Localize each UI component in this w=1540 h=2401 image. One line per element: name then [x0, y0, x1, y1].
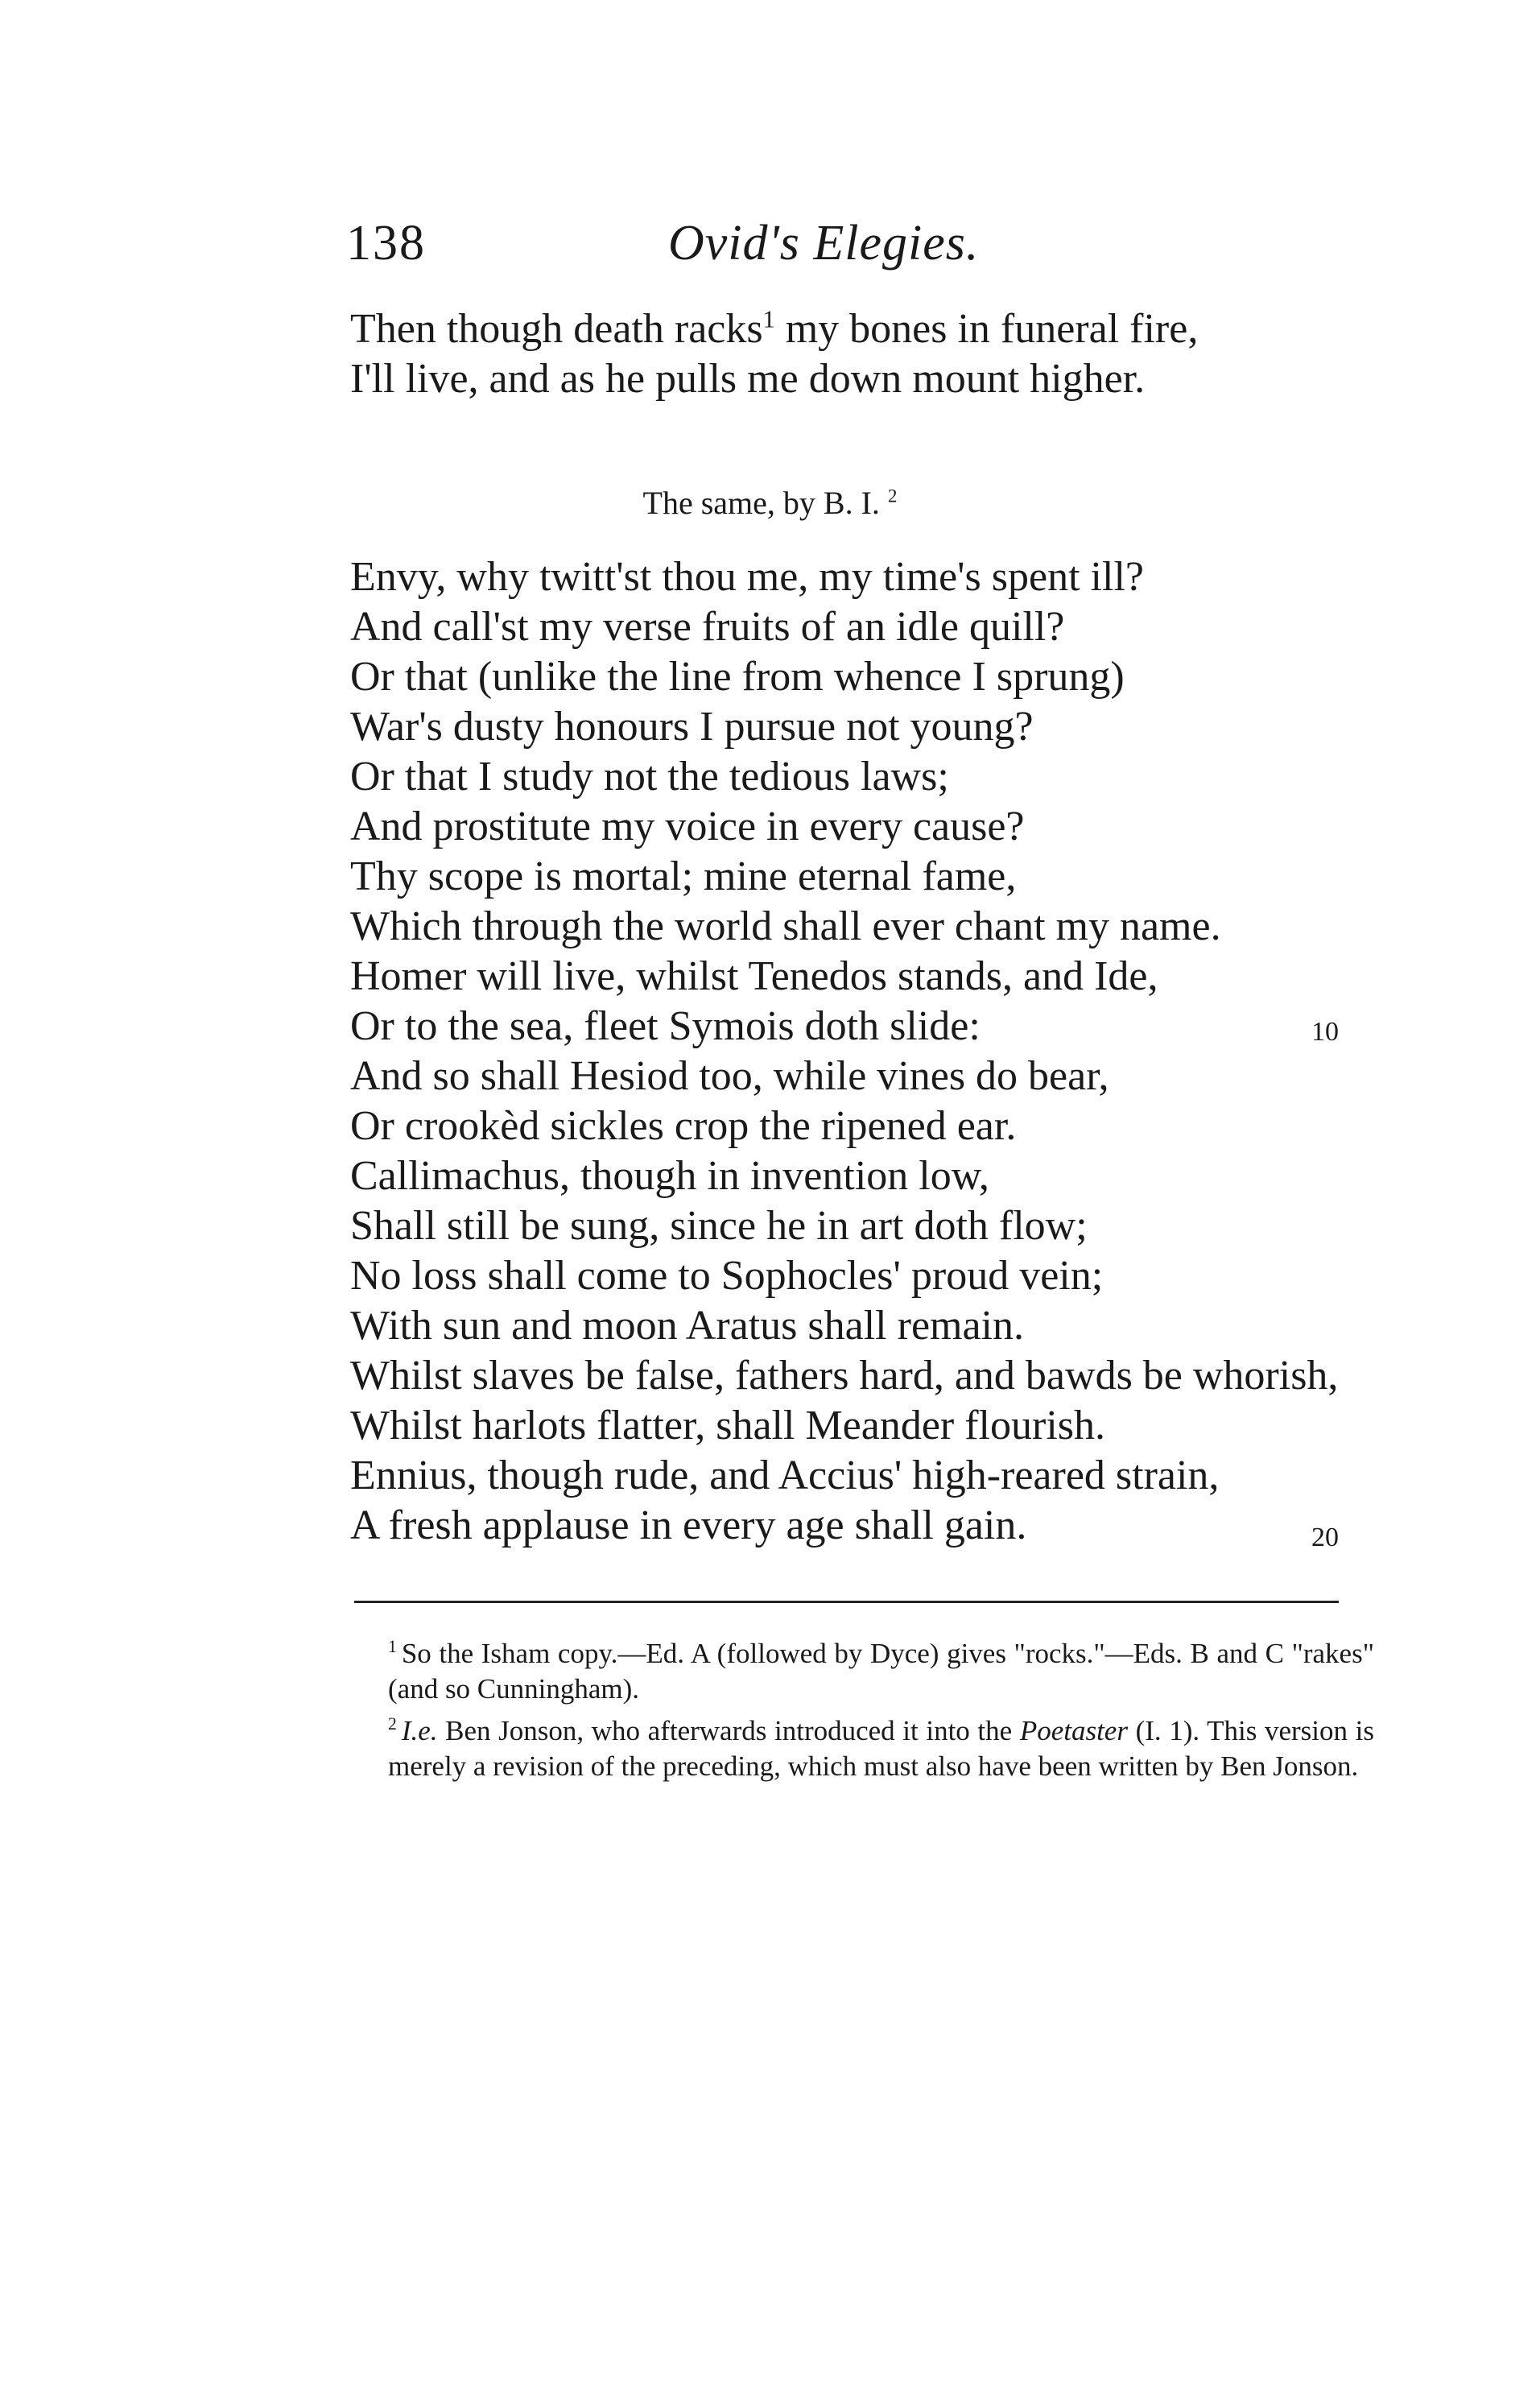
- verse-line: And prostitute my voice in every cause?: [350, 804, 1025, 849]
- footnote-marker: 2: [388, 1714, 397, 1734]
- running-title: Ovid's Elegies.: [668, 216, 980, 271]
- verse-line: Envy, why twitt'st thou me, my time's spent ill?: [350, 554, 1144, 600]
- verse-line: Thy scope is mortal; mine eternal fame,: [350, 853, 1017, 899]
- verse-line: And so shall Hesiod too, while vines do bear,: [350, 1053, 1109, 1099]
- verse-line: With sun and moon Aratus shall remain.: [350, 1303, 1025, 1349]
- footnote-2: $^2$ I.e. Ben Jonson, who afterwards introduced it into the Poetaster (I. 1). This version is merely a revision of the preceding, which must also have been written by Ben Jonson.: [388, 1714, 1374, 1782]
- verse-line: A fresh applause in every age shall gain.: [350, 1502, 1027, 1548]
- section-heading: The same, by B. I. $^2$: [642, 485, 898, 521]
- continuation-line: I'll live, and as he pulls me down mount higher.: [350, 356, 1146, 402]
- verse-line: Which through the world shall ever chant my name.: [350, 903, 1221, 949]
- verse-line: Or crookèd sickles crop the ripened ear.: [350, 1103, 1017, 1149]
- verse-line: Whilst slaves be false, fathers hard, and bawds be whorish,: [350, 1353, 1339, 1399]
- verse-line: Callimachus, though in invention low,: [350, 1153, 989, 1199]
- footnote-ref-2: 2: [887, 486, 898, 507]
- continuation-line: Then though death racks$^1$ my bones in funeral fire,: [350, 305, 1199, 352]
- footnote-marker: 1: [388, 1637, 397, 1657]
- line-number: 20: [1311, 1523, 1339, 1552]
- running-head: [346, 211, 1393, 275]
- verse-line: Or that I study not the tedious laws;: [350, 754, 949, 800]
- verse-line: Ennius, though rude, and Accius' high-reared strain,: [350, 1453, 1220, 1498]
- page-number: 138: [346, 216, 426, 271]
- line-number: 10: [1311, 1017, 1339, 1047]
- verse-line: Or that (unlike the line from whence I sprung): [350, 654, 1125, 700]
- verse-line: War's dusty honours I pursue not young?: [350, 704, 1034, 750]
- verse-line: No loss shall come to Sophocles' proud vein;: [350, 1253, 1104, 1299]
- verse-line: Whilst harlots flatter, shall Meander flourish.: [350, 1403, 1106, 1448]
- verse-line: Or to the sea, fleet Symois doth slide:: [350, 1003, 981, 1049]
- verse-line: And call'st my verse fruits of an idle quill?: [350, 604, 1065, 650]
- footnote-rule: [354, 1601, 1339, 1603]
- verse-line: Shall still be sung, since he in art doth flow;: [350, 1203, 1088, 1249]
- verse-line: Homer will live, whilst Tenedos stands, and Ide,: [350, 953, 1158, 999]
- footnote-ref-1: 1: [762, 305, 775, 333]
- footnote-1: $^1$ So the Isham copy.—Ed. A (followed by Dyce) gives "rocks."—Eds. B and C "rakes" (and so Cunningham).: [388, 1637, 1374, 1705]
